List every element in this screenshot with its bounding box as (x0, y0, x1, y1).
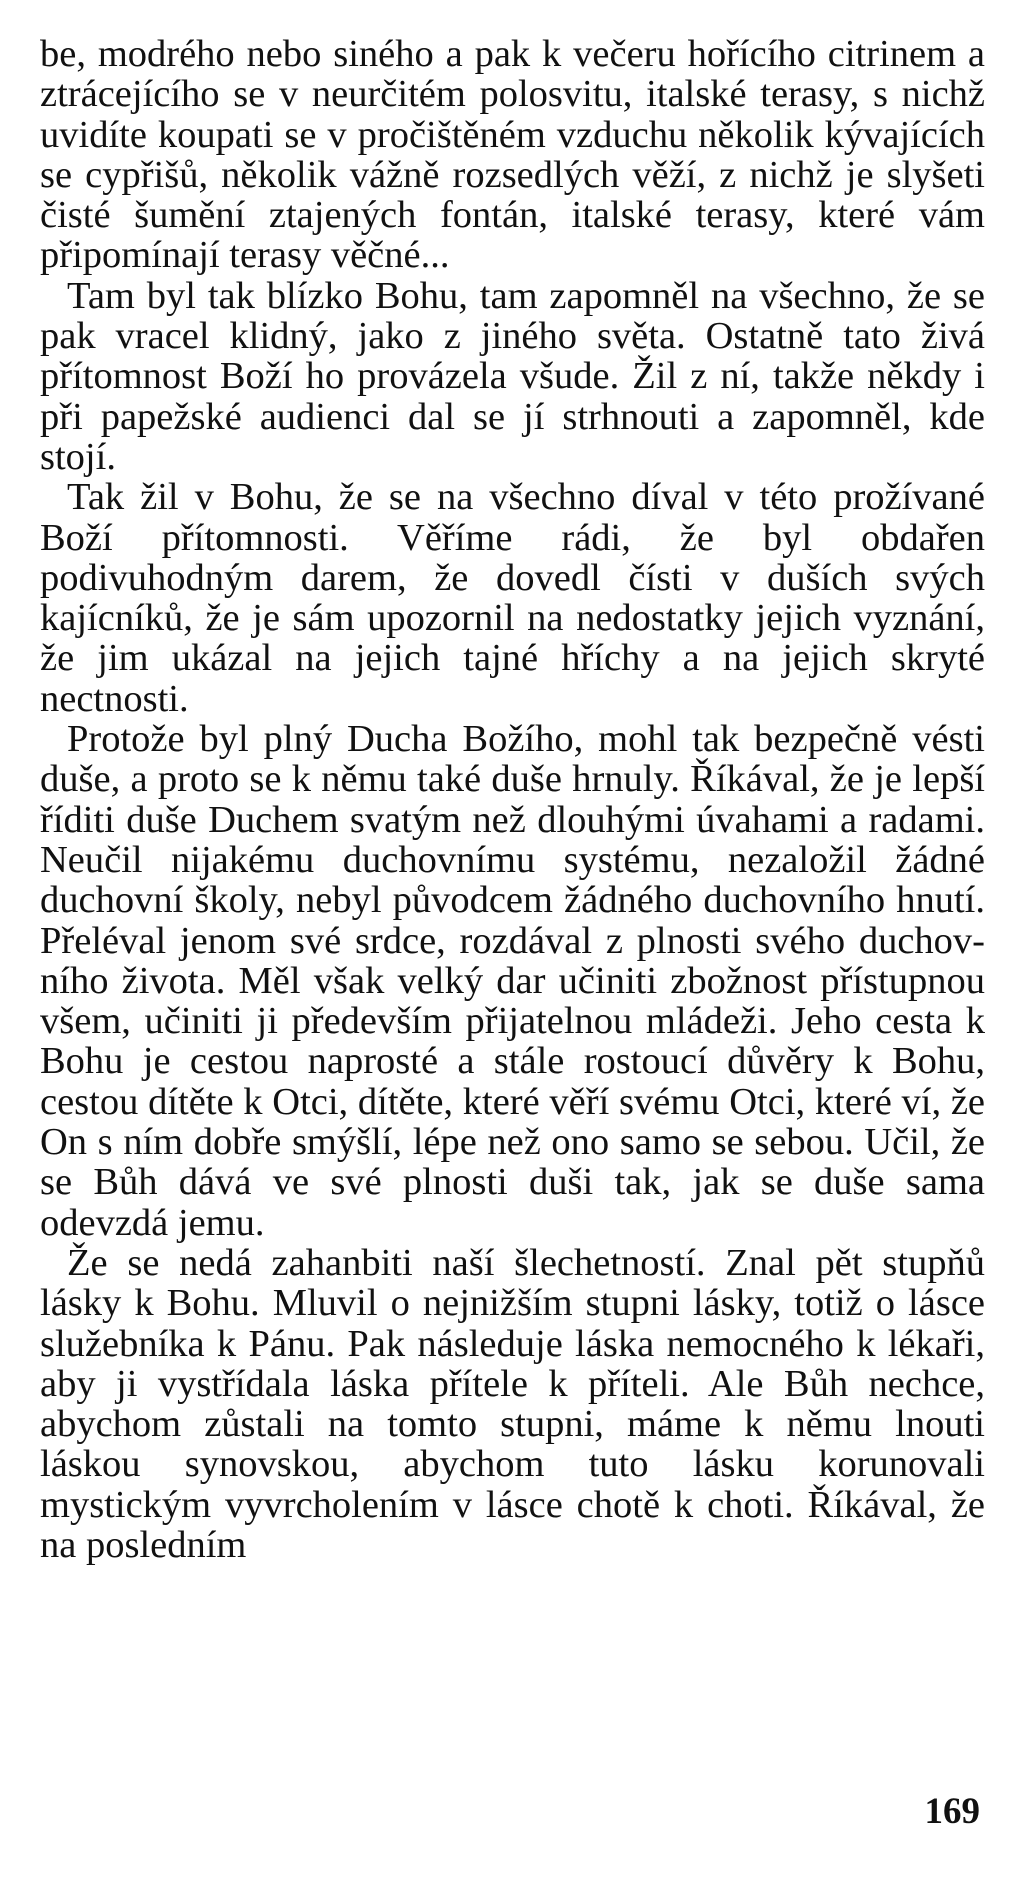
paragraph-2: Tam byl tak blízko Bohu, tam zapomněl na všechno, že se pak vracel klidný, jako z jiného světa. Ostatně tato živá přítomnost Boží ho provázela všude. Žil z ní, takže někdy i při papežské audienci dal se jí strhnouti a zapomněl, kde stojí. (40, 274, 985, 478)
page-number: 169 (924, 1791, 980, 1832)
paragraph-1: be, modrého nebo siného a pak k večeru hořícího citrinem a ztrácejícího se v neurčitém polosvitu, italské terasy, s nichž uvidíte koupati se v pročištěném vzduchu několik kývajících se cypřišů, několik vážně rozsedlých věží, z nichž je slyšeti čisté šumění ztajených fontán, italské terasy, které vám připomínají terasy věčné... (40, 33, 985, 277)
paragraph-5: Že se nedá zahanbiti naší šlechetností. Znal pět stupňů lásky k Bohu. Mluvil o nejnižším stupni lásky, totiž o lásce služebníka k Pánu. Pak následuje láska nemocného k lékaři, aby ji vystřídala láska přítele k příteli. Ale Bůh nechce, abychom zůstali na tomto stupni, máme k němu lnouti láskou synovskou, abychom tuto lásku korunovali mystickým vyvrcholením v lásce chotě k choti. Říkával, že na posledním (40, 1241, 985, 1566)
paragraph-4: Protože byl plný Ducha Božího, mohl tak bezpečně vésti duše, a proto se k němu také duše hrnuly. Říkával, že je lepší říditi duše Duchem svatým než dlouhými úvahami a radami. Neučil nijakému duchovnímu systému, nezaložil žádné duchovní školy, nebyl původcem žádného duchovního hnutí. Přeléval jenom své srdce, rozdával z plnosti svého duchovního života. Měl však velký dar učiniti zbožnost přístupnou všem, učiniti ji především přijatelnou mládeži. Jeho cesta k Bohu je cestou naprosté a stále rostoucí důvěry k Bohu, cestou dítěte k Otci, dítěte, které věří svému Otci, které ví, že On s ním dobře smýšlí, lépe než ono samo se sebou. Učil, že se Bůh dává ve své plnosti duši tak, jak se duše sama odevzdá jemu. (40, 718, 985, 1244)
page-body (40, 34, 985, 1565)
paragraph-3: Tak žil v Bohu, že se na všechno díval v této prožívané Boží přítomnosti. Věříme rádi, že byl obdařen podivuhodným darem, že dovedl čísti v duších svých kajícníků, že je sám upozornil na nedostatky jejich vyznání, že jim ukázal na jejich tajné hříchy a na jejich skryté nectnosti. (40, 476, 985, 720)
